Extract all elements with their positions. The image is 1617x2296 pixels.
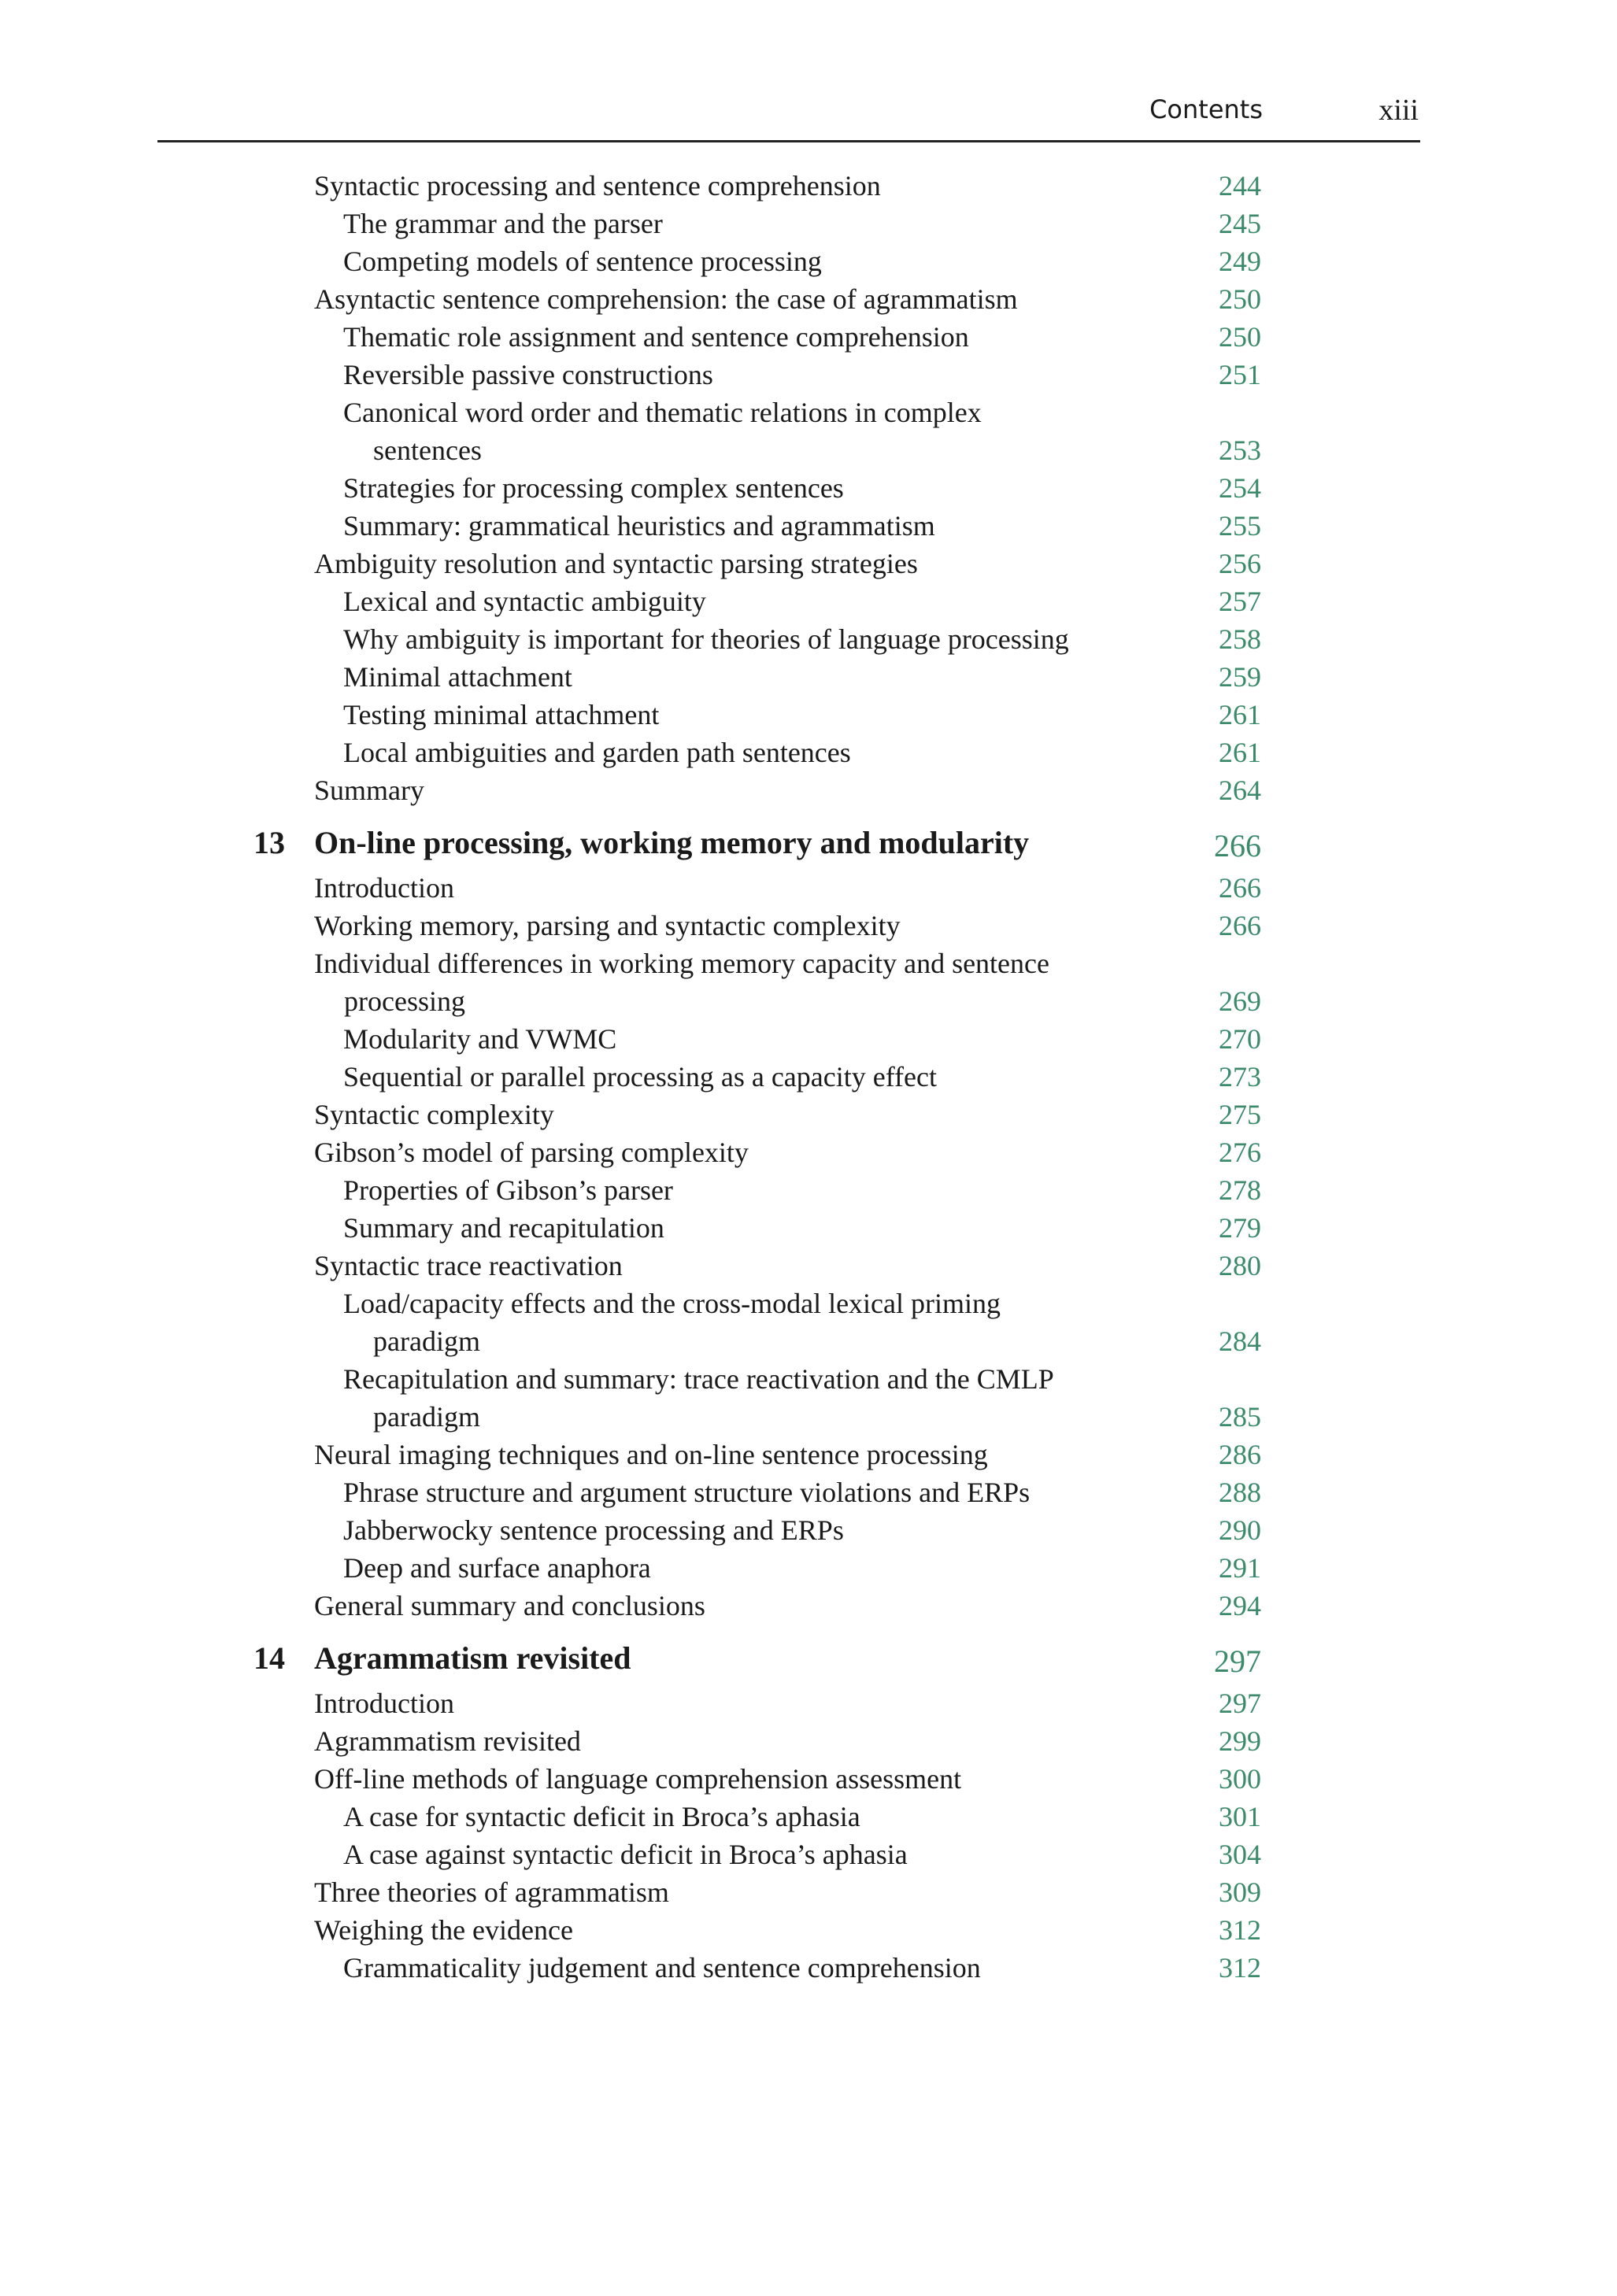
toc-entry-page: 312 bbox=[1219, 1952, 1261, 1984]
toc-entry-title-line: Recapitulation and summary: trace reactivation and the CMLP bbox=[343, 1363, 1054, 1395]
toc-entry-title: Thematic role assignment and sentence comprehension bbox=[343, 321, 969, 353]
toc-entry-title: Jabberwocky sentence processing and ERPs bbox=[343, 1514, 844, 1546]
toc-entry-title: A case for syntactic deficit in Broca’s aphasia bbox=[343, 1801, 860, 1832]
toc-entry-title: Why ambiguity is important for theories of language processing bbox=[343, 623, 1069, 655]
toc-entry-title: Local ambiguities and garden path sentences bbox=[343, 737, 851, 768]
toc-entry-page: 312 bbox=[1219, 1914, 1261, 1946]
toc-subentry[interactable] bbox=[0, 205, 1617, 242]
toc-chapter[interactable] bbox=[0, 1632, 1617, 1684]
toc-entry-title: Strategies for processing complex sentences bbox=[343, 472, 844, 504]
toc-entry[interactable] bbox=[0, 945, 1617, 1020]
toc-entry-title: Competing models of sentence processing bbox=[343, 246, 822, 277]
toc-subentry[interactable] bbox=[0, 1020, 1617, 1058]
toc-entry-title: Agrammatism revisited bbox=[314, 1725, 581, 1757]
toc-subentry[interactable] bbox=[0, 242, 1617, 280]
toc-entry-page: 253 bbox=[1219, 434, 1261, 466]
toc-subentry[interactable] bbox=[0, 582, 1617, 620]
toc-entry-page: 266 bbox=[1219, 872, 1261, 904]
toc-entry-title: Asyntactic sentence comprehension: the case of agrammatism bbox=[314, 283, 1018, 315]
toc-entry-title bbox=[314, 945, 1070, 1020]
toc-entry-title: Summary: grammatical heuristics and agrammatism bbox=[343, 510, 935, 542]
toc-entry-page: 255 bbox=[1219, 510, 1261, 542]
running-header-section: Contents bbox=[1149, 94, 1263, 124]
toc-entry-title: Syntactic processing and sentence comprehension bbox=[314, 170, 881, 202]
toc-subentry[interactable] bbox=[0, 1798, 1617, 1836]
toc-entry-page: 297 bbox=[1219, 1688, 1261, 1719]
toc-entry-page: 284 bbox=[1219, 1325, 1261, 1357]
toc-entry[interactable] bbox=[0, 1436, 1617, 1473]
toc-entry-page: 299 bbox=[1219, 1725, 1261, 1757]
toc-entry[interactable] bbox=[0, 1247, 1617, 1285]
toc-entry-title: Modularity and VWMC bbox=[343, 1023, 617, 1055]
toc-entry-title: Introduction bbox=[314, 872, 454, 904]
toc-entry-page: 245 bbox=[1219, 208, 1261, 239]
toc-entry-title: Introduction bbox=[314, 1688, 454, 1719]
toc-entry-title-line: Canonical word order and thematic relations in complex bbox=[343, 397, 982, 428]
toc-entry[interactable] bbox=[0, 1760, 1617, 1798]
chapter-page: 266 bbox=[1214, 828, 1261, 863]
toc-entry-page: 278 bbox=[1219, 1174, 1261, 1206]
toc-subentry[interactable] bbox=[0, 1949, 1617, 1987]
toc-entry-page: 250 bbox=[1219, 283, 1261, 315]
toc-entry[interactable] bbox=[0, 167, 1617, 205]
toc-entry-page: 275 bbox=[1219, 1099, 1261, 1130]
toc-entry-page: 288 bbox=[1219, 1477, 1261, 1508]
toc-entry-page: 250 bbox=[1219, 321, 1261, 353]
toc-entry-page: 301 bbox=[1219, 1801, 1261, 1832]
toc-entry-title: Testing minimal attachment bbox=[343, 699, 660, 730]
chapter-title: Agrammatism revisited bbox=[314, 1640, 631, 1676]
chapter-number: 14 bbox=[253, 1640, 285, 1676]
toc-entry-title: Gibson’s model of parsing complexity bbox=[314, 1137, 749, 1168]
toc-entry-page: 257 bbox=[1219, 586, 1261, 617]
toc-subentry[interactable] bbox=[0, 658, 1617, 696]
toc-entry-title: Working memory, parsing and syntactic complexity bbox=[314, 910, 901, 941]
toc-subentry[interactable] bbox=[0, 1171, 1617, 1209]
toc-entry-title: Neural imaging techniques and on-line sentence processing bbox=[314, 1439, 988, 1470]
toc-entry-title: Sequential or parallel processing as a capacity effect bbox=[343, 1061, 937, 1093]
toc-entry-title: Grammaticality judgement and sentence comprehension bbox=[343, 1952, 981, 1984]
toc-entry-page: 286 bbox=[1219, 1439, 1261, 1470]
toc-entry[interactable] bbox=[0, 771, 1617, 809]
toc-entry-page: 261 bbox=[1219, 737, 1261, 768]
chapter-title: On-line processing, working memory and modularity bbox=[314, 825, 1030, 860]
toc-entry-page: 269 bbox=[1219, 985, 1261, 1017]
toc-entry-title: Summary bbox=[314, 775, 424, 806]
toc-subentry[interactable] bbox=[0, 1360, 1617, 1436]
toc-entry-page: 261 bbox=[1219, 699, 1261, 730]
toc-entry[interactable] bbox=[0, 280, 1617, 318]
toc-entry-page: 270 bbox=[1219, 1023, 1261, 1055]
toc-entry-title: Phrase structure and argument structure violations and ERPs bbox=[343, 1477, 1031, 1508]
toc-entry[interactable] bbox=[0, 1873, 1617, 1911]
toc-entry-title: Deep and surface anaphora bbox=[343, 1552, 651, 1584]
toc-entry-title: Weighing the evidence bbox=[314, 1914, 573, 1946]
toc-subentry[interactable] bbox=[0, 620, 1617, 658]
toc-subentry[interactable] bbox=[0, 507, 1617, 545]
toc-entry[interactable] bbox=[0, 545, 1617, 582]
toc-entry-page: 279 bbox=[1219, 1212, 1261, 1244]
toc-entry-title bbox=[343, 1285, 1099, 1360]
toc-entry-title: Lexical and syntactic ambiguity bbox=[343, 586, 706, 617]
toc-entry[interactable] bbox=[0, 1133, 1617, 1171]
toc-entry-title: Syntactic complexity bbox=[314, 1099, 554, 1130]
toc-subentry[interactable] bbox=[0, 318, 1617, 356]
toc-entry-title: A case against syntactic deficit in Broca’s aphasia bbox=[343, 1839, 908, 1870]
toc-entry-title-line: Load/capacity effects and the cross-modal lexical priming bbox=[343, 1288, 1001, 1319]
toc-entry-page: 280 bbox=[1219, 1250, 1261, 1281]
toc-entry-title: General summary and conclusions bbox=[314, 1590, 705, 1621]
toc-entry-page: 249 bbox=[1219, 246, 1261, 277]
toc-subentry[interactable] bbox=[0, 356, 1617, 394]
toc-subentry[interactable] bbox=[0, 469, 1617, 507]
toc-subentry[interactable] bbox=[0, 1836, 1617, 1873]
toc-entry[interactable] bbox=[0, 907, 1617, 945]
toc-entry[interactable] bbox=[0, 869, 1617, 907]
toc-entry-page: 264 bbox=[1219, 775, 1261, 806]
toc-entry-title-line: Individual differences in working memory capacity and sentence bbox=[314, 948, 1049, 979]
toc-entry[interactable] bbox=[0, 1096, 1617, 1133]
toc-entry[interactable] bbox=[0, 1722, 1617, 1760]
toc-entry-title: Syntactic trace reactivation bbox=[314, 1250, 623, 1281]
toc-entry-title-continuation: sentences bbox=[373, 434, 482, 466]
toc-entry-title: Properties of Gibson’s parser bbox=[343, 1174, 673, 1206]
toc-entry-title: Off-line methods of language comprehension assessment bbox=[314, 1763, 962, 1795]
toc-entry-title: Minimal attachment bbox=[343, 661, 572, 693]
toc-entry-page: 309 bbox=[1219, 1876, 1261, 1908]
toc-entry-page: 256 bbox=[1219, 548, 1261, 579]
toc-subentry[interactable] bbox=[0, 1549, 1617, 1587]
toc-entry-title bbox=[343, 394, 1099, 469]
toc-entry-page: 251 bbox=[1219, 359, 1261, 390]
toc-chapter[interactable] bbox=[0, 817, 1617, 869]
toc-subentry[interactable] bbox=[0, 1511, 1617, 1549]
toc-entry-title-continuation: paradigm bbox=[373, 1325, 480, 1357]
toc-entry[interactable] bbox=[0, 1911, 1617, 1949]
toc-entry-page: 244 bbox=[1219, 170, 1261, 202]
chapter-page: 297 bbox=[1214, 1643, 1261, 1679]
toc-entry[interactable] bbox=[0, 1684, 1617, 1722]
toc-entry-page: 266 bbox=[1219, 910, 1261, 941]
toc-subentry[interactable] bbox=[0, 1285, 1617, 1360]
toc-subentry[interactable] bbox=[0, 394, 1617, 469]
toc-entry-page: 276 bbox=[1219, 1137, 1261, 1168]
toc-entry-title: Ambiguity resolution and syntactic parsing strategies bbox=[314, 548, 918, 579]
page-number: xiii bbox=[1378, 94, 1419, 127]
toc-entry-title: Three theories of agrammatism bbox=[314, 1876, 669, 1908]
toc-subentry[interactable] bbox=[0, 1209, 1617, 1247]
toc-entry-page: 258 bbox=[1219, 623, 1261, 655]
toc-entry-title: Summary and recapitulation bbox=[343, 1212, 664, 1244]
toc-entry-page: 273 bbox=[1219, 1061, 1261, 1093]
toc-entry-title-continuation: paradigm bbox=[373, 1401, 480, 1433]
toc-entry-title-continuation: processing bbox=[344, 985, 465, 1017]
toc-entry-page: 304 bbox=[1219, 1839, 1261, 1870]
toc-subentry[interactable] bbox=[0, 734, 1617, 771]
running-header bbox=[157, 93, 1420, 142]
toc-entry-title: Reversible passive constructions bbox=[343, 359, 713, 390]
toc-entry[interactable] bbox=[0, 1587, 1617, 1625]
toc-entry-page: 259 bbox=[1219, 661, 1261, 693]
toc-entry-page: 300 bbox=[1219, 1763, 1261, 1795]
toc-entry-title: The grammar and the parser bbox=[343, 208, 663, 239]
toc-entry-page: 294 bbox=[1219, 1590, 1261, 1621]
table-of-contents bbox=[0, 167, 1617, 1987]
toc-entry-title bbox=[343, 1360, 1099, 1436]
toc-subentry[interactable] bbox=[0, 1058, 1617, 1096]
toc-subentry[interactable] bbox=[0, 1473, 1617, 1511]
toc-entry-page: 285 bbox=[1219, 1401, 1261, 1433]
chapter-number: 13 bbox=[253, 825, 285, 860]
toc-entry-page: 291 bbox=[1219, 1552, 1261, 1584]
toc-entry-page: 290 bbox=[1219, 1514, 1261, 1546]
toc-entry-page: 254 bbox=[1219, 472, 1261, 504]
toc-subentry[interactable] bbox=[0, 696, 1617, 734]
